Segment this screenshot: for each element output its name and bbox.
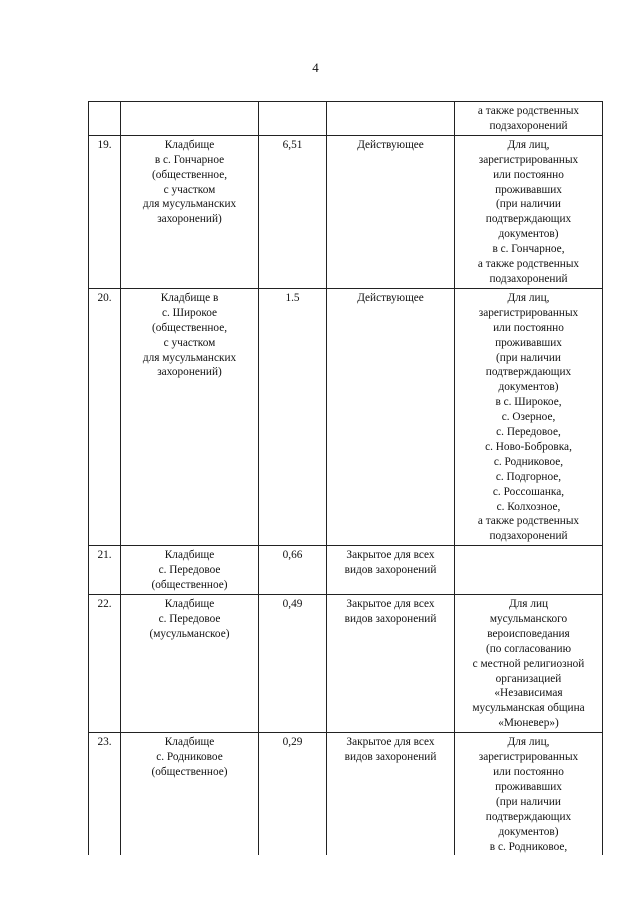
note-line: или постоянно (493, 168, 564, 181)
status-cell (327, 546, 455, 595)
page-number: 4 (312, 60, 319, 75)
status-line: Действующее (357, 291, 424, 304)
table-row (89, 595, 603, 733)
cemetery-name-cell (121, 546, 259, 595)
status-line: Действующее (357, 138, 424, 151)
cemetery-name-line: с. Широкое (161, 306, 218, 319)
note-line: проживавших (495, 336, 562, 349)
table-row (89, 102, 603, 136)
note-line: документов) (498, 228, 559, 241)
note-line: с. Родниковое, (493, 455, 564, 468)
cemetery-name-cell (121, 288, 259, 545)
note-line: с. Россошанка, (492, 485, 565, 498)
area-cell (259, 102, 327, 136)
area-value: 0,49 (282, 598, 303, 610)
status-cell (327, 733, 455, 856)
note-line: документов) (498, 381, 559, 394)
cemetery-name-line: (общественное) (151, 765, 228, 778)
note-line: с. Ново-Бобровка, (485, 440, 572, 453)
note-cell (455, 135, 603, 288)
cemetery-name-cell (121, 733, 259, 856)
row-number-cell (89, 288, 121, 545)
note-line: (при наличии (496, 795, 561, 808)
row-number-cell (89, 546, 121, 595)
status-cell (327, 135, 455, 288)
note-line: мусульманского (489, 612, 568, 625)
note-line: (при наличии (496, 351, 561, 364)
note-line: с. Озерное, (501, 411, 556, 424)
note-line: (по согласованию (485, 642, 572, 655)
cemetery-name-line: Кладбище (164, 736, 215, 749)
row-number-cell (89, 102, 121, 136)
status-line: видов захоронений (344, 564, 437, 577)
note-line: подтверждающих (485, 366, 572, 379)
cemetery-table-body (89, 102, 603, 856)
note-line: с. Колхозное, (496, 500, 561, 513)
table-row (89, 546, 603, 595)
cemetery-name-line: (мусульманское) (149, 627, 230, 640)
note-line: а также родственных (477, 105, 580, 117)
cemetery-name-line: Кладбище (164, 598, 215, 610)
note-line: в с. Широкое, (495, 396, 562, 409)
area-cell (259, 733, 327, 856)
note-line: документов) (498, 825, 559, 838)
area-cell (259, 135, 327, 288)
cemetery-name-line: с. Родниковое (156, 751, 223, 764)
note-line: Для лиц (508, 598, 549, 610)
area-cell (259, 546, 327, 595)
area-value: 0,29 (282, 736, 303, 749)
cemetery-name-line: Кладбище (164, 138, 215, 151)
row-number: 22. (97, 598, 112, 610)
note-line: подтверждающих (485, 213, 572, 226)
note-line: подтверждающих (485, 810, 572, 823)
table-row (89, 288, 603, 545)
status-line: видов захоронений (344, 751, 437, 764)
note-line: проживавших (495, 780, 562, 793)
note-line: в с. Гончарное, (492, 243, 565, 256)
row-number-cell (89, 135, 121, 288)
cemetery-name-cell (121, 135, 259, 288)
note-line: с. Передовое, (496, 426, 561, 439)
cemetery-name-line: (общественное) (151, 579, 228, 592)
cemetery-name-line: Кладбище в (160, 291, 219, 304)
note-line: с местной религиозной (472, 657, 585, 670)
status-line: Закрытое для всех (346, 736, 435, 749)
note-cell (455, 595, 603, 733)
status-cell (327, 288, 455, 545)
note-line: или постоянно (493, 321, 564, 334)
note-line: подзахоронений (489, 530, 568, 543)
row-number: 23. (97, 736, 112, 749)
cemetery-name-line: с. Передовое (158, 612, 221, 625)
table-row (89, 733, 603, 856)
row-number: 20. (97, 291, 112, 304)
area-cell (259, 288, 327, 545)
row-number-cell (89, 595, 121, 733)
cemetery-name-line: в с. Гончарное (154, 153, 225, 166)
cemetery-name-line: Кладбище (164, 549, 215, 562)
note-line: с. Подгорное, (495, 470, 562, 483)
cemetery-name-line: (общественное, (151, 321, 228, 334)
note-line: Для лиц, (507, 291, 550, 304)
note-line: Для лиц, (507, 138, 550, 151)
cemetery-name-line: (общественное, (151, 168, 228, 181)
note-line: вероисповедания (487, 627, 570, 640)
note-line: а также родственных (477, 515, 580, 528)
cemetery-name-line: с. Передовое (158, 564, 221, 577)
note-line: в с. Родниковое, (489, 840, 568, 853)
note-line: мусульманская община (472, 702, 585, 715)
status-line: Закрытое для всех (346, 549, 435, 562)
area-value: 1.5 (285, 291, 300, 304)
cemetery-name-line: захоронений) (157, 366, 222, 379)
note-line: а также родственных (477, 258, 580, 271)
cemetery-name-line: с участком (163, 336, 216, 349)
area-value: 6,51 (282, 138, 303, 151)
row-number: 21. (97, 549, 112, 562)
cemetery-name-cell (121, 102, 259, 136)
note-line: проживавших (495, 183, 562, 196)
cemetery-name-line: захоронений) (157, 213, 222, 226)
note-line: (при наличии (496, 198, 561, 211)
note-line: зарегистрированных (478, 153, 579, 166)
note-line: или постоянно (493, 765, 564, 778)
note-cell (455, 546, 603, 595)
status-cell (327, 595, 455, 733)
note-cell (455, 733, 603, 856)
row-number-cell (89, 733, 121, 856)
status-line: Закрытое для всех (346, 598, 435, 610)
table-row (89, 135, 603, 288)
area-value: 0,66 (282, 549, 303, 562)
cemetery-table (88, 101, 603, 855)
cemetery-name-line: с участком (163, 183, 216, 196)
note-cell (455, 102, 603, 136)
cemetery-name-line: для мусульманских (142, 198, 237, 211)
status-cell (327, 102, 455, 136)
note-cell (455, 288, 603, 545)
status-line: видов захоронений (344, 612, 437, 625)
note-line: «Независимая (494, 687, 563, 700)
note-line: подзахоронений (489, 119, 568, 132)
note-line: зарегистрированных (478, 306, 579, 319)
row-number: 19. (97, 138, 112, 151)
note-line: Для лиц, (507, 736, 550, 749)
note-line: организацией (495, 672, 562, 685)
cemetery-name-cell (121, 595, 259, 733)
area-cell (259, 595, 327, 733)
note-line: зарегистрированных (478, 751, 579, 764)
cemetery-name-line: для мусульманских (142, 351, 237, 364)
note-line: подзахоронений (489, 272, 568, 285)
note-line: «Мюневер») (498, 717, 559, 730)
